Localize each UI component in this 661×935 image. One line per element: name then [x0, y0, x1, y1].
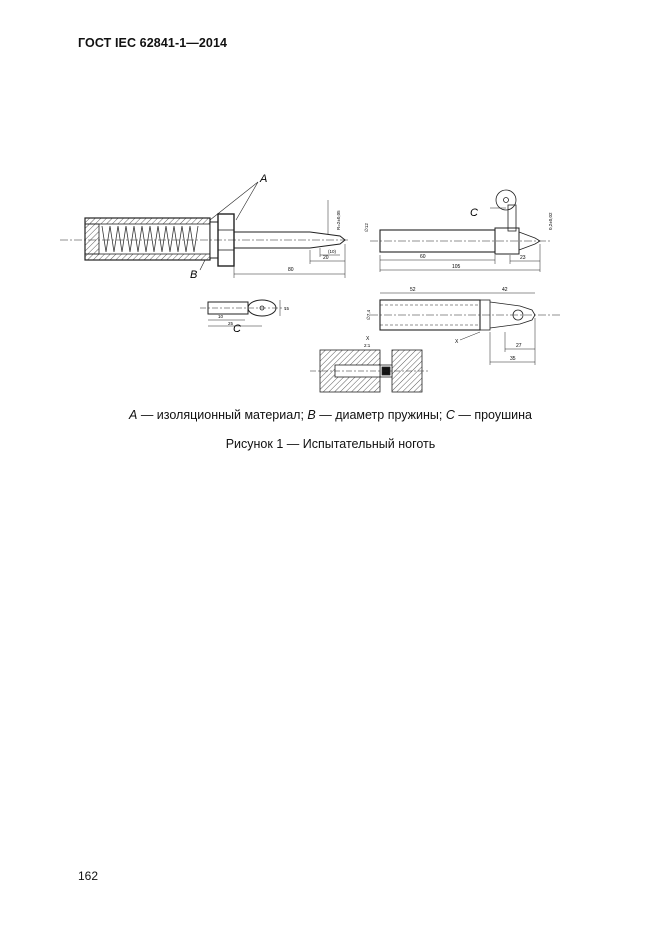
- label-c-detail: C: [233, 323, 241, 335]
- label-c-top: C: [470, 207, 478, 219]
- page-number: 162: [78, 869, 99, 883]
- figure-caption: Рисунок 1 — Испытательный ноготь: [225, 437, 436, 451]
- dim-80: 80: [288, 267, 294, 273]
- label-b: B: [190, 269, 198, 281]
- main-assembly-view: [60, 182, 350, 278]
- dim-radius-tolerance: R=2±0,05: [336, 210, 341, 230]
- dim-105: 105: [452, 264, 461, 270]
- eyelet-detail: [200, 300, 285, 326]
- legend-a-text: — изоляционный материал;: [137, 408, 308, 422]
- figure-legend: [0, 408, 661, 422]
- section-scale: 2:1: [364, 343, 371, 348]
- section-label-x: X: [366, 336, 370, 342]
- section-view: [310, 350, 430, 392]
- dim-10: (10): [328, 249, 337, 254]
- test-nail-drawing: [40, 160, 620, 400]
- document-header: ГОСТ IEC 62841-1—2014: [78, 36, 228, 50]
- dim-27: 27: [516, 343, 522, 349]
- dim-25: 25: [228, 321, 234, 326]
- legend-c-letter: C: [445, 408, 455, 422]
- legend-a-letter: A: [129, 408, 138, 422]
- dim-tip-tolerance: 0,2±0,02: [548, 212, 553, 230]
- dim-diameter-12: ∅12: [364, 223, 369, 232]
- dim-diameter-7-4: ∅7,4: [366, 309, 371, 320]
- label-a: A: [260, 173, 268, 185]
- legend-c-text: — проушина: [454, 408, 532, 422]
- dim-52: 52: [410, 287, 416, 293]
- dim-35: 35: [510, 356, 516, 362]
- dim-20: 20: [323, 255, 329, 261]
- legend-b-text: — диаметр пружины;: [315, 408, 446, 422]
- dim-10-small: 10: [218, 314, 224, 319]
- dim-60: 60: [420, 254, 426, 260]
- dim-15: 15: [284, 306, 290, 311]
- legend-b-letter: B: [307, 408, 316, 422]
- dim-42: 42: [502, 287, 508, 293]
- label-x-view: X: [455, 339, 459, 345]
- dim-23: 23: [520, 255, 526, 261]
